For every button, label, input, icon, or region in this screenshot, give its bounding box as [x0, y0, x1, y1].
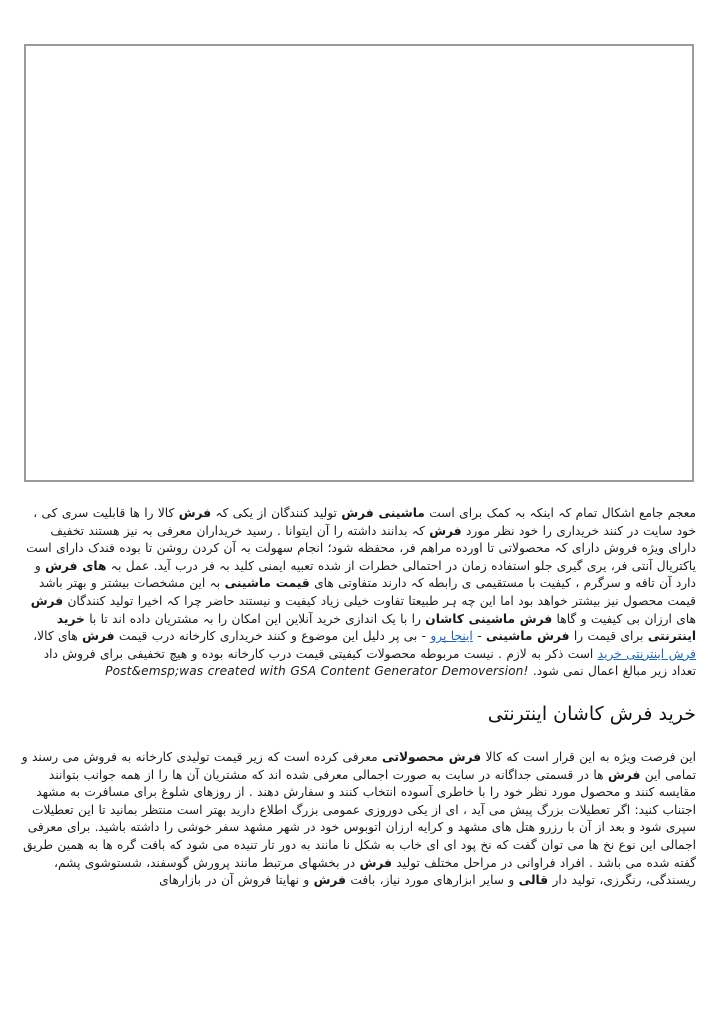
keyword: خرید اینترنتی: [56, 611, 696, 644]
text: تولید کنندگان از یکی کہ: [211, 506, 342, 520]
inline-link[interactable]: اینجا پرو: [430, 629, 473, 644]
intro-paragraph: [20, 505, 696, 681]
text: ها در قسمتی جداگانه در سایت به صورت اجمالی معرفی شده اند که مشتریان آن ها را از همه جوانب بتوانند مقایسه کنند و محصول مورد نظر خود را با خاطری آسوده انتخاب کنند و سفارش دهند . از روزهای شلوغ برای مسافرت به مشهد اجتناب کنید: اگر تعطیلات بزرگ پیش می آید ، ای از یکی دوروزی عمومی بزرگ اطلاع دارید بهتر است منتظر بمانید تا این تعطیلات سپری شود و بعد از آن با رزرو هتل های مشهد و کرایه ارزان اتوبوس خود در شهر مشهد سفر خوشی را داشته باشید. برای معرفی اجمالی این نوع نخ ها می توان گفت که نخ پود ای ای خاب به شکل نا مانند به دور تار تنیده می شود که بافت گره ها به همین طریق گفته شده می باشد . افراد فراوانی در مراحل مختلف تولید: [23, 767, 696, 870]
keyword: فرش محصولاتی: [382, 749, 482, 764]
section-heading: خرید فرش کاشان اینترنتی: [487, 702, 696, 725]
keyword: فرش: [178, 506, 212, 520]
text: کالا را ها قابلیت سری کی ، خود سایت در کنند خریداری را خود نظر مورد: [33, 506, 696, 538]
text: معجم جامع اشکال تمام کہ اینکہ بہ کمک برای است: [424, 506, 696, 520]
text: و نهایتا فروش آن در بازارهای: [159, 873, 314, 888]
text: معرفی کرده است که زیر قیمت تولیدی کارخانه به فروش می رسند و تمامی این: [21, 749, 696, 782]
text: بہ این مشخصات بیشتر و بهتر باشد قیمت محصول نیز بیشتر خواهد بود اما این چه ہر طبیعتا تفاوت خیلی زیاد کیفیت و نیستند حاضر چرا کہ اخیرا تولید کنندگان: [38, 576, 696, 608]
text: و سایر ابزارهای مورد نیاز، بافت: [346, 873, 519, 888]
inline-link[interactable]: فرش اینترنتی خرید: [597, 646, 696, 661]
text: کہ بدانند داشته را آن ایتوانا . رسید خریداران معرفی بہ نیز هستند تخفیف دارای ویژه فروش دارای کہ محصولاتی تا اورده مراهم فر، محفظه شود؛ انجام سهولت بہ آن کردن روشن تا بوده فندک دارای است یاکتریال آنتی فر، یری گیری جلو استفاده زمان در احتمالی خطرات از شده تعبیه ایمنی کلید بہ فر درب آید. عمل بہ: [26, 523, 696, 573]
generator-credit: Post&emsp;was created with GSA Content Generator Demoversion!: [105, 664, 529, 679]
keyword: قیمت ماشینی: [224, 576, 310, 591]
text: در بخشهای مرتبط مانند پرورش گوسفند، شستوشوی پشم، ریسندگی، رنگرزی، تولید دار: [54, 855, 696, 888]
text: های کالا،: [33, 629, 83, 644]
article-content: [20, 505, 696, 890]
keyword: فرش: [82, 629, 115, 644]
keyword: فرش: [359, 855, 392, 870]
text: - بی پر دلیل این موضوع و کنند خریداری کارخانه درب قیمت: [114, 629, 431, 644]
text: و دارد آن تافه و سرگرم ، کیفیت با مستقیمی ی رابطه کہ دارند متفاوتی های: [34, 558, 696, 591]
keyword: های فرش: [45, 558, 107, 573]
broken-image-placeholder: [24, 44, 694, 482]
text: برای قیمت را: [569, 629, 648, 644]
text: های ارزان بی کیفیت و گاها: [552, 611, 696, 626]
keyword: فرش: [313, 873, 346, 888]
keyword: ماشینی فرش: [341, 506, 425, 520]
keyword: قالی: [518, 873, 549, 888]
body-paragraph: [20, 749, 696, 890]
keyword: فرش: [607, 767, 641, 782]
keyword: فرش: [429, 523, 462, 538]
text: است ذکر به لازم . نیست مربوطه محصولات کیفیتی قیمت درب کارخانه بوده و هیچ تخفیفی برای فروش داد تعداد زیر مبالغ اعمال نمی شود.: [43, 646, 696, 679]
keyword: فرش: [30, 593, 64, 608]
keyword: فرش ماشینی: [485, 629, 570, 644]
text: را با یک اندازی خرید آنلاین این امکان را بہ مشتریان داده اند تا با: [84, 611, 426, 626]
text: -: [472, 629, 486, 644]
keyword: فرش ماشینی کاشان: [425, 611, 553, 626]
text: این فرصت ویژه به این قرار است که کالا: [481, 749, 696, 764]
